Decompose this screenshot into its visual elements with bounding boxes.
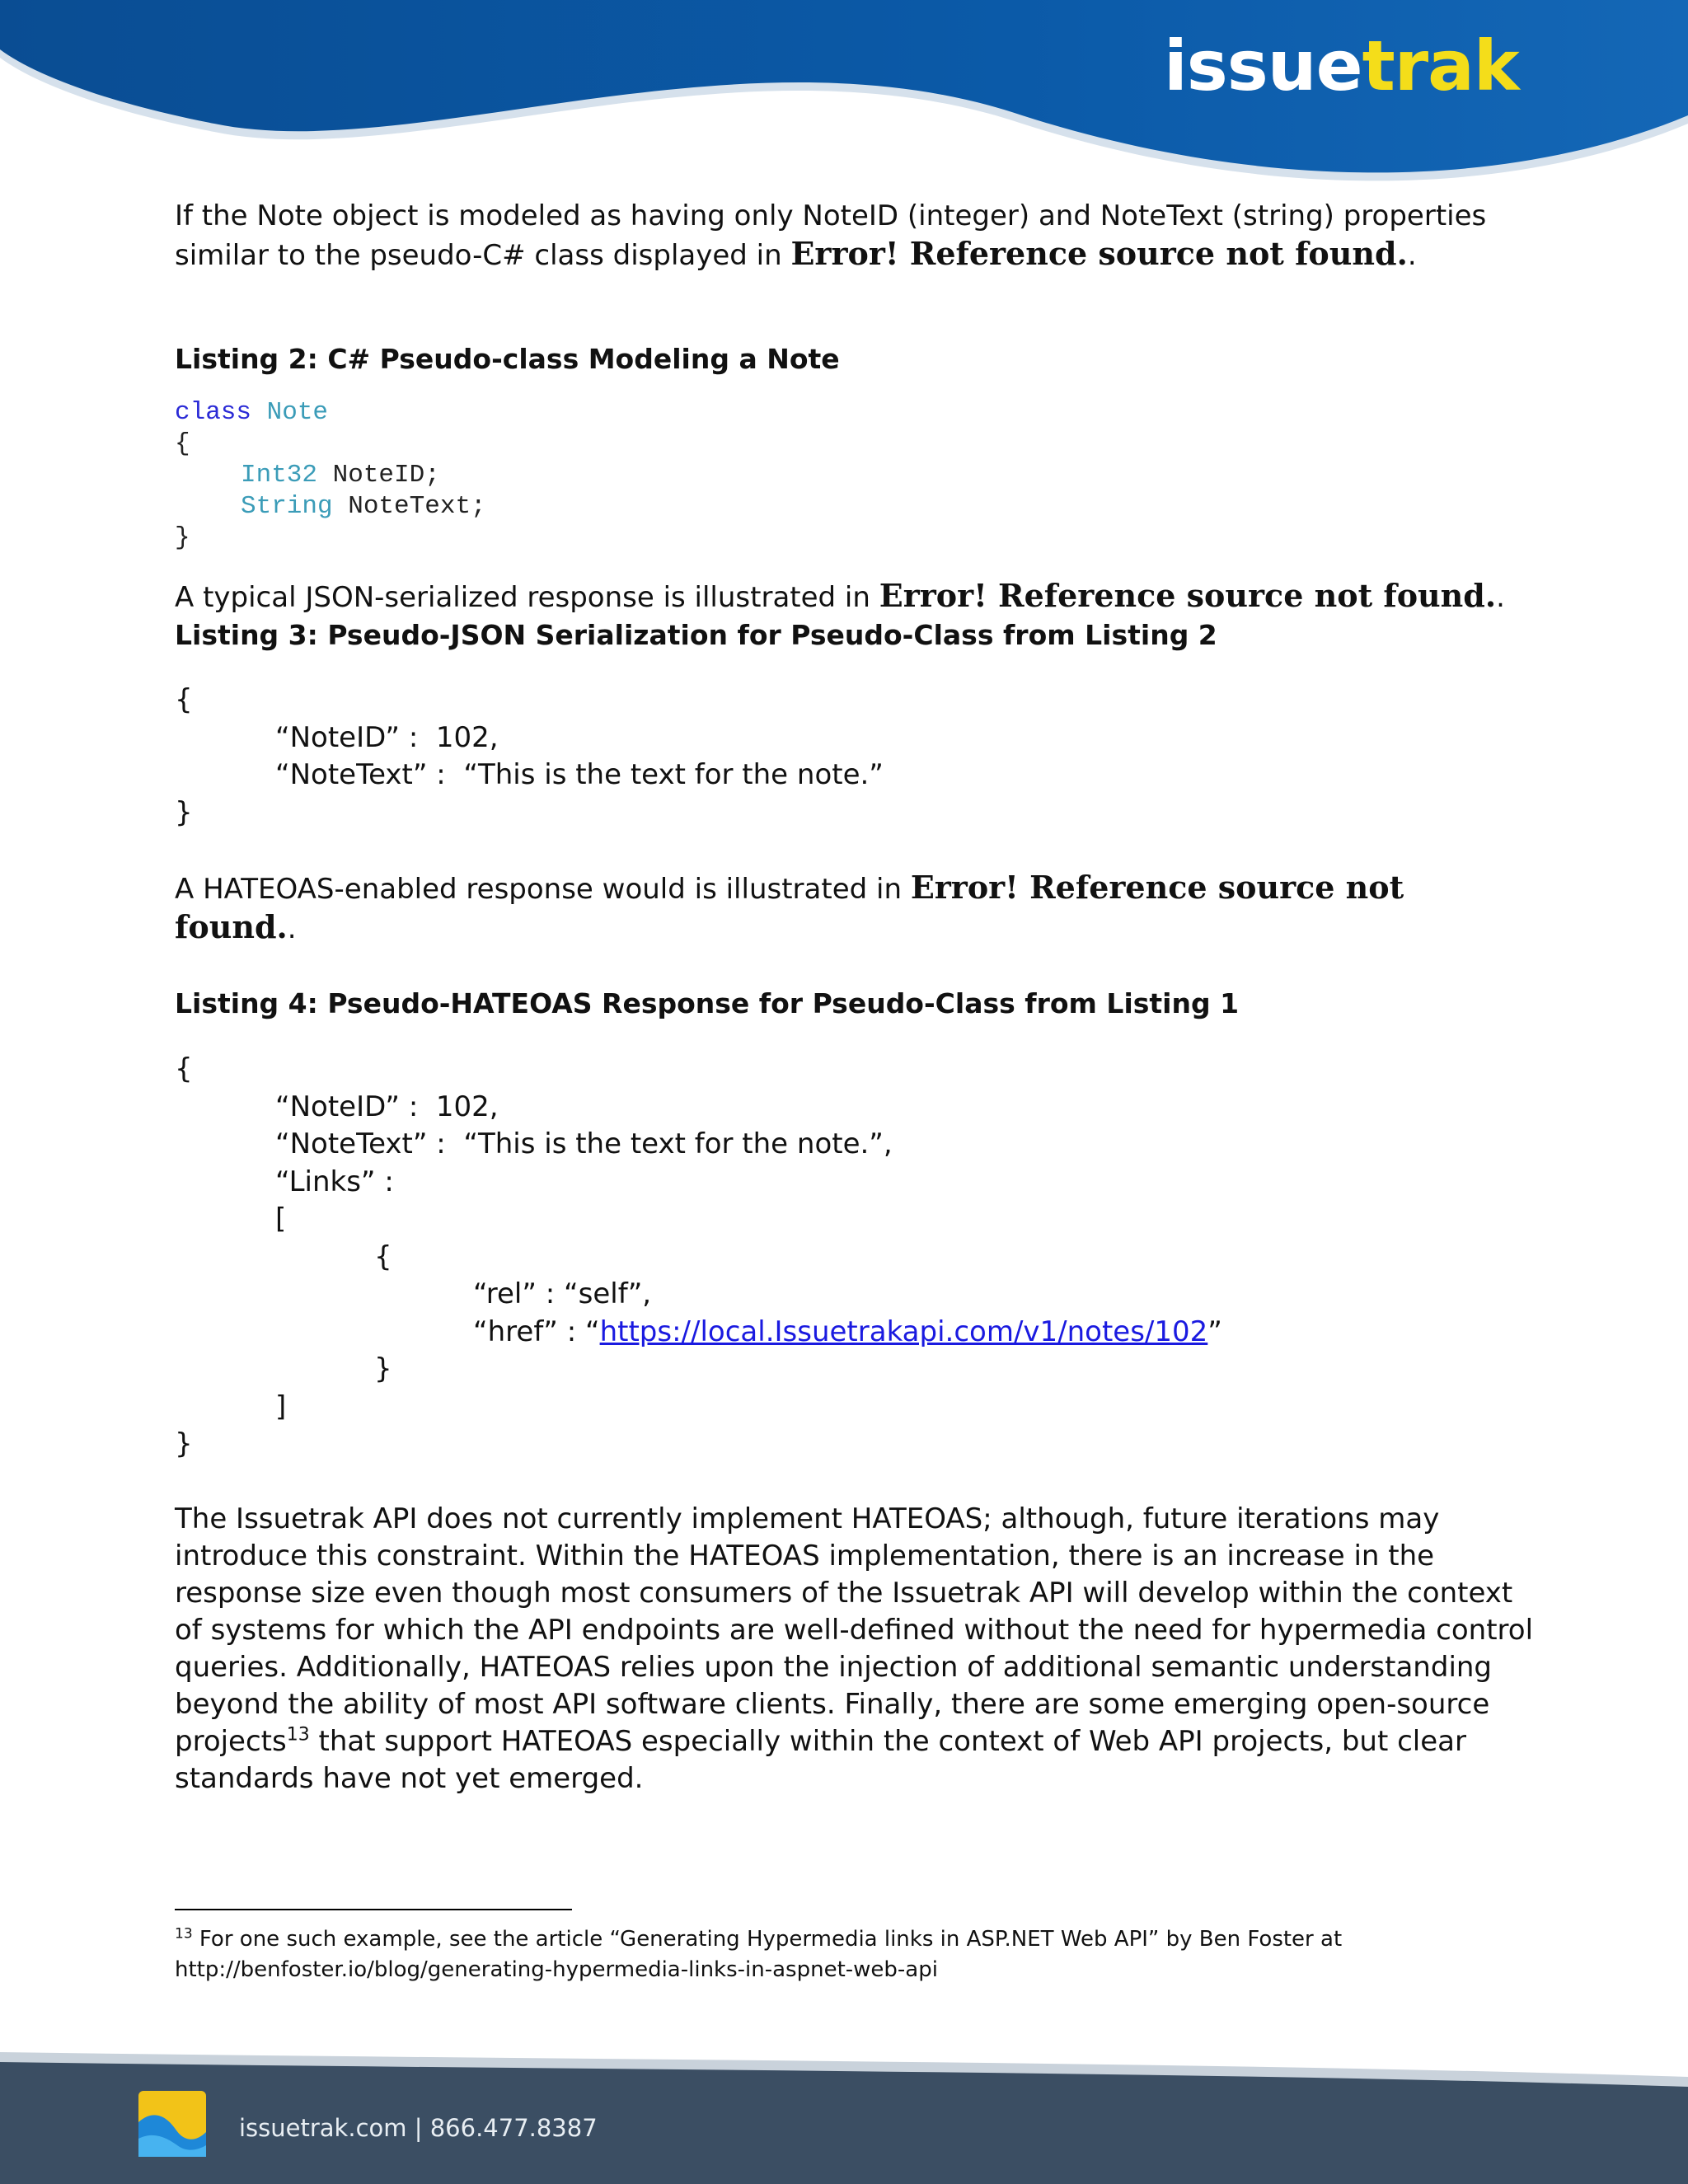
footnote: $^{13}$ For one such example, see the article “Generating Hypermedia links in ASP.NET Web API” by Ben Foster at http://benfoster.io/blog/generating-hypermedia-links-in-aspnet-web-api: [175, 1925, 1343, 1982]
body-paragraph: The Issuetrak API does not currently implement HATEOAS; although, future iterations may introduce this constraint. Within the HATEOAS implementation, there is an increase in the response size even though most consumers of the Issuetrak API will develop within the context of systems for which the API endpoints are well-defined without the need for hypermedia control queries. Additionally, HATEOAS relies upon the injection of additional semantic understanding beyond the ability of most API software clients. Finally, there are some emerging open-source projects$^{13}$ that support HATEOAS especially within the context of Web API projects, but clear standards have not yet emerged.: [175, 1502, 1534, 1795]
footnote-ref[interactable]: 13: [286, 1724, 310, 1746]
href-link[interactable]: https://local.Issuetrakapi.com/v1/notes/102: [599, 1315, 1208, 1348]
listing-2-caption: Listing 2: C# Pseudo-class Modeling a Note: [175, 343, 840, 375]
issuetrak-logo: issuetrak: [1164, 26, 1519, 106]
footnote-rule: [175, 1909, 572, 1910]
error-reference: Error! Reference source not found.: [790, 235, 1408, 272]
error-reference: Error! Reference source not found.: [175, 869, 1404, 945]
error-reference: Error! Reference source not found.: [879, 577, 1497, 614]
listing-4-caption: Listing 4: Pseudo-HATEOAS Response for Pseudo-Class from Listing 1: [175, 987, 1240, 1019]
footer-contact: issuetrak.com | 866.477.8387: [239, 2114, 598, 2142]
document-body: [175, 198, 1535, 1797]
listing-4-code: { “NoteID” : 102, “NoteText” : “This is the text for the note.”, “Links” : [ { “rel” : “self”, “href” : “https://local.Issuetrakapi.com/v1/notes/102” } ] }: [175, 1052, 1222, 1460]
listing-3-caption: Listing 3: Pseudo-JSON Serialization for Pseudo-Class from Listing 2: [175, 619, 1217, 651]
issuetrak-icon: [138, 2091, 206, 2157]
json-intro-paragraph: A typical JSON-serialized response is illustrated in Error! Reference source not found..: [175, 577, 1505, 614]
listing-3-code: { “NoteID” : 102, “NoteText” : “This is the text for the note.” }: [175, 683, 884, 829]
listing-2-code: class Note { Int32 NoteID; String NoteText; }: [175, 398, 486, 552]
intro-paragraph: If the Note object is modeled as having only NoteID (integer) and NoteText (string) properties similar to the pseudo-C# class displayed in Error! Reference source not found..: [175, 199, 1487, 272]
hateoas-intro-paragraph: A HATEOAS-enabled response would is illustrated in Error! Reference source not found..: [175, 869, 1404, 945]
